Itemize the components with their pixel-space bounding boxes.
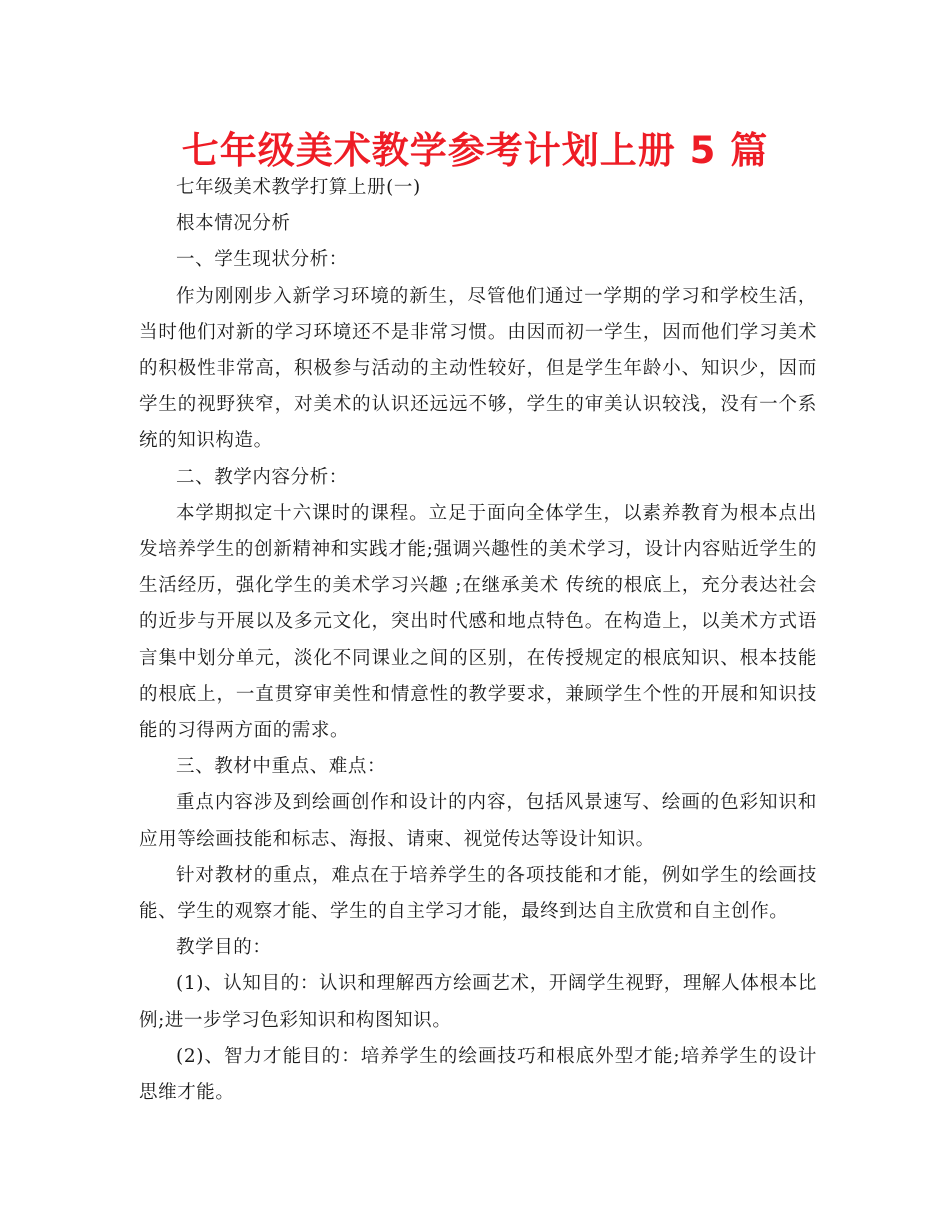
paragraph-cognitive-goal: (1)、认知目的：认识和理解西方绘画艺术，开阔学生视野，理解人体根本比例;进一步学习色彩知识和构图知识。 — [139, 973, 817, 1031]
subheading-key-points: 三、教材中重点、难点： — [176, 756, 387, 778]
subheading-teaching-goals: 教学目的： — [176, 937, 272, 959]
paragraph-ability-goal: (2)、智力才能目的：培养学生的绘画技巧和根底外型才能;培养学生的设计思维才能。 — [139, 1045, 817, 1104]
section-heading-part-one: 七年级美术教学打算上册(一) — [176, 177, 421, 198]
paragraph-student-analysis: 作为刚刚步入新学习环境的新生，尽管他们通过一学期的学习和学校生活，当时他们对新的学习环境还不是非常习惯。由因而初一学生，因而他们学习美术的积极性非常高，积极参与活动的主动性较好，但是学生年龄小、知识少，因而学生的视野狭窄，对美术的认识还远远不够，学生的审美认识较浅，没有一个系统的知识构造。 — [139, 285, 817, 452]
page-title: 七年级美术教学参考计划上册 5 篇 — [181, 129, 769, 172]
paragraph-difficulties: 针对教材的重点，难点在于培养学生的各项技能和才能，例如学生的绘画技能、学生的观察才能、学生的自主学习才能，最终到达自主欣赏和自主创作。 — [139, 864, 817, 923]
document-body — [139, 170, 817, 1111]
paragraph-key-points: 重点内容涉及到绘画创作和设计的内容，包括风景速写、绘画的色彩知识和应用等绘画技能和标志、海报、请柬、视觉传达等设计知识。 — [139, 792, 817, 850]
subheading-content-analysis: 二、教学内容分析： — [176, 466, 348, 488]
section-heading-basic-situation: 根本情况分析 — [176, 213, 291, 235]
paragraph-content-analysis: 本学期拟定十六课时的课程。立足于面向全体学生，以素养教育为根本点出发培养学生的创新精神和实践才能;强调兴趣性的美术学习，设计内容贴近学生的生活经历，强化学生的美术学习兴趣 ;在继承美术 传统的根底上，充分表达社会的近步与开展以及多元文化，突出时代感和地点特色。在构造上，以美术方式语言集中划分单元，淡化不同课业之间的区别，在传授规定的根底知识、根本技能的根底上，一直贯穿审美性和情意性的教学要求，兼顾学生个性的开展和知识技能的习得两方面的需求。 — [139, 502, 817, 742]
subheading-student-analysis: 一、学生现状分析： — [176, 249, 348, 271]
